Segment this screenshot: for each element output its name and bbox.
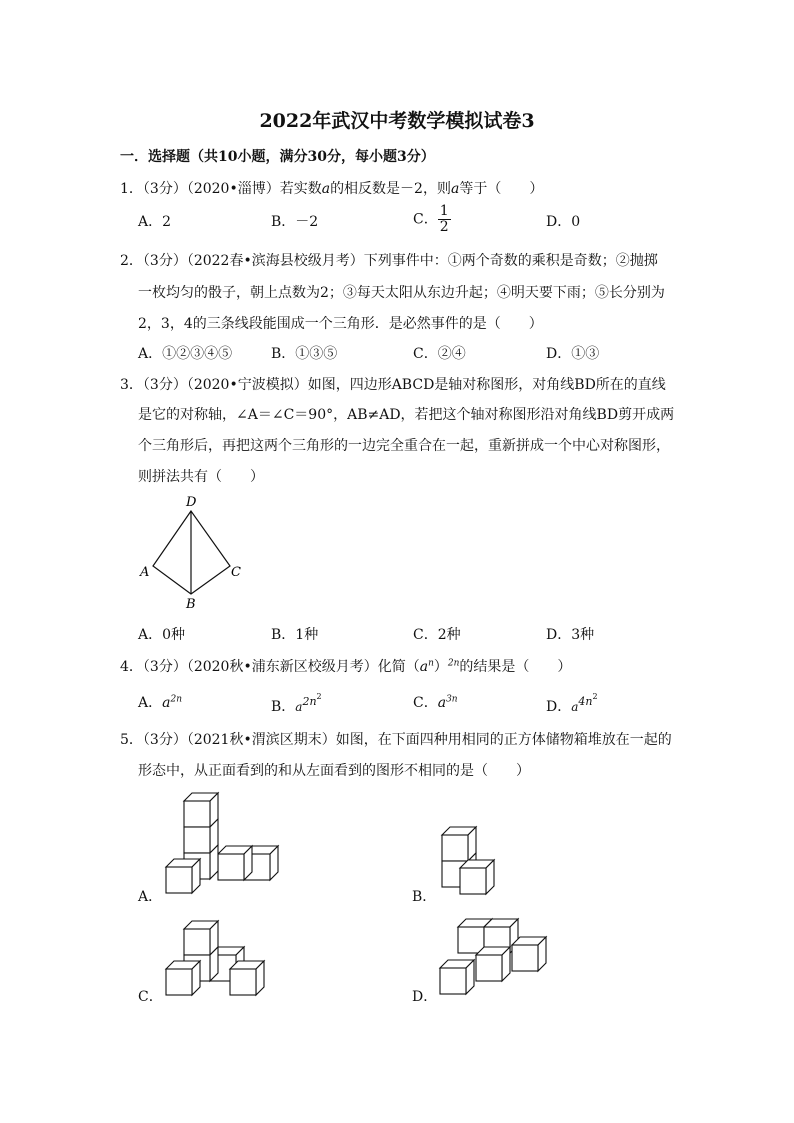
q4-option-a-base: a xyxy=(162,695,171,711)
q4-option-d-label: D． xyxy=(546,699,572,715)
q4-outer-exponent: 2n xyxy=(447,658,460,669)
question-1-stem xyxy=(120,178,543,198)
q4-base: a xyxy=(419,659,429,675)
vertex-label-c: C xyxy=(231,565,241,580)
q3-line-4: 则拼法共有（ ） xyxy=(138,469,264,485)
q1-var2: a xyxy=(450,181,460,197)
q5-line-1: 5．（3分）（2021秋•渭滨区期末）如图，在下面四种用相同的正方体储物箱堆放在一起的 xyxy=(120,732,672,748)
q4-option-a[interactable] xyxy=(138,692,182,712)
q4-option-d[interactable] xyxy=(546,692,598,716)
vertex-label-b: B xyxy=(186,597,196,612)
q1-option-b[interactable]: B．－2 xyxy=(271,214,319,230)
q3-option-d[interactable]: D．3种 xyxy=(546,627,595,643)
q4-option-d-exponent-square: 2 xyxy=(592,692,598,701)
q5-option-a[interactable]: A． xyxy=(138,889,163,905)
q1-stem-a: 1．（3分）（2020•淄博）若实数 xyxy=(120,181,322,197)
q4-stem-b: ） xyxy=(433,659,448,675)
q4-option-b-exponent: 2n xyxy=(302,695,317,708)
kite-figure xyxy=(138,494,248,614)
q1-option-a[interactable]: A．2 xyxy=(138,214,172,230)
cube-figure-a xyxy=(160,788,290,903)
q2-option-b[interactable]: B．①③⑤ xyxy=(271,346,338,362)
fraction-one-half xyxy=(438,204,451,235)
q3-line-1: 3．（3分）（2020•宁波模拟）如图，四边形ABCD是轴对称图形，对角线BD所在的直线 xyxy=(120,377,666,393)
q5-option-b[interactable]: B． xyxy=(412,889,437,905)
q4-option-a-label: A． xyxy=(138,695,163,711)
q4-option-b[interactable] xyxy=(271,692,322,716)
q4-option-c-label: C． xyxy=(413,695,438,711)
page-title: 2022年武汉中考数学模拟试卷3 xyxy=(259,110,535,132)
fraction-denominator: 2 xyxy=(439,219,449,235)
q4-option-d-exponent: 4n xyxy=(578,695,593,708)
fraction-numerator: 1 xyxy=(439,203,449,219)
q4-option-d-base: a xyxy=(571,700,579,714)
question-4-stem xyxy=(120,656,571,676)
cube-stack-c xyxy=(166,921,264,995)
cube-figure-c xyxy=(160,918,285,1003)
q1-option-d[interactable]: D．0 xyxy=(546,214,581,230)
q4-stem-a: 4．（3分）（2020秋•浦东新区校级月考）化简（ xyxy=(120,659,420,675)
q3-option-a[interactable]: A．0种 xyxy=(138,627,186,643)
cube-figure-d xyxy=(436,916,556,1001)
q2-line-3: 2，3，4的三条线段能围成一个三角形．是必然事件的是（ ） xyxy=(138,316,543,332)
q3-option-b[interactable]: B．1种 xyxy=(271,627,319,643)
q4-option-c-exponent: 3n xyxy=(446,694,458,705)
q3-option-c[interactable]: C．2种 xyxy=(413,627,461,643)
q1-option-c-label: C． xyxy=(413,211,438,228)
q3-line-2: 是它的对称轴，∠A＝∠C＝90°，AB≠AD，若把这个轴对称图形沿对角线BD剪开成两 xyxy=(138,407,675,423)
q1-option-c[interactable] xyxy=(413,204,451,235)
q4-option-b-label: B． xyxy=(271,699,296,715)
q4-option-b-exponent-square: 2 xyxy=(316,692,322,701)
q2-option-a[interactable]: A．①②③④⑤ xyxy=(138,346,233,362)
vertex-label-d: D xyxy=(186,495,197,510)
cube-stack-b xyxy=(442,827,494,894)
q4-option-c-base: a xyxy=(437,695,447,711)
q4-inner-exponent: n xyxy=(428,658,434,669)
q4-option-b-base: a xyxy=(295,700,303,714)
cube-stack-d xyxy=(440,919,546,994)
q1-stem-c: 等于（ ） xyxy=(459,181,544,197)
q2-option-d[interactable]: D．①③ xyxy=(546,346,600,362)
q4-stem-c: 的结果是（ ） xyxy=(459,659,572,675)
q1-var: a xyxy=(321,181,331,197)
q2-line-2: 一枚均匀的骰子，朝上点数为2；③每天太阳从东边升起；④明天要下雨；⑤长分别为 xyxy=(138,285,665,301)
q5-option-c[interactable]: C． xyxy=(138,989,163,1005)
q2-line-1: 2．（3分）（2022春•滨海县校级月考）下列事件中：①两个奇数的乘积是奇数；②抛掷 xyxy=(120,253,658,269)
q5-option-d[interactable]: D． xyxy=(412,989,438,1005)
section-heading: 一．选择题（共10小题，满分30分，每小题3分） xyxy=(120,149,435,165)
cube-figure-b xyxy=(432,822,502,902)
q3-line-3: 个三角形后，再把这两个三角形的一边完全重合在一起，重新拼成一个中心对称图形， xyxy=(138,438,670,454)
cube-stack-a xyxy=(166,793,278,893)
q5-line-2: 形态中，从正面看到的和从左面看到的图形不相同的是（ ） xyxy=(138,763,530,779)
q2-option-c[interactable]: C．②④ xyxy=(413,346,466,362)
q1-stem-b: 的相反数是－2，则 xyxy=(330,181,451,197)
q4-option-a-exponent: 2n xyxy=(170,694,183,705)
vertex-label-a: A xyxy=(140,565,150,580)
q4-option-c[interactable] xyxy=(413,692,458,712)
